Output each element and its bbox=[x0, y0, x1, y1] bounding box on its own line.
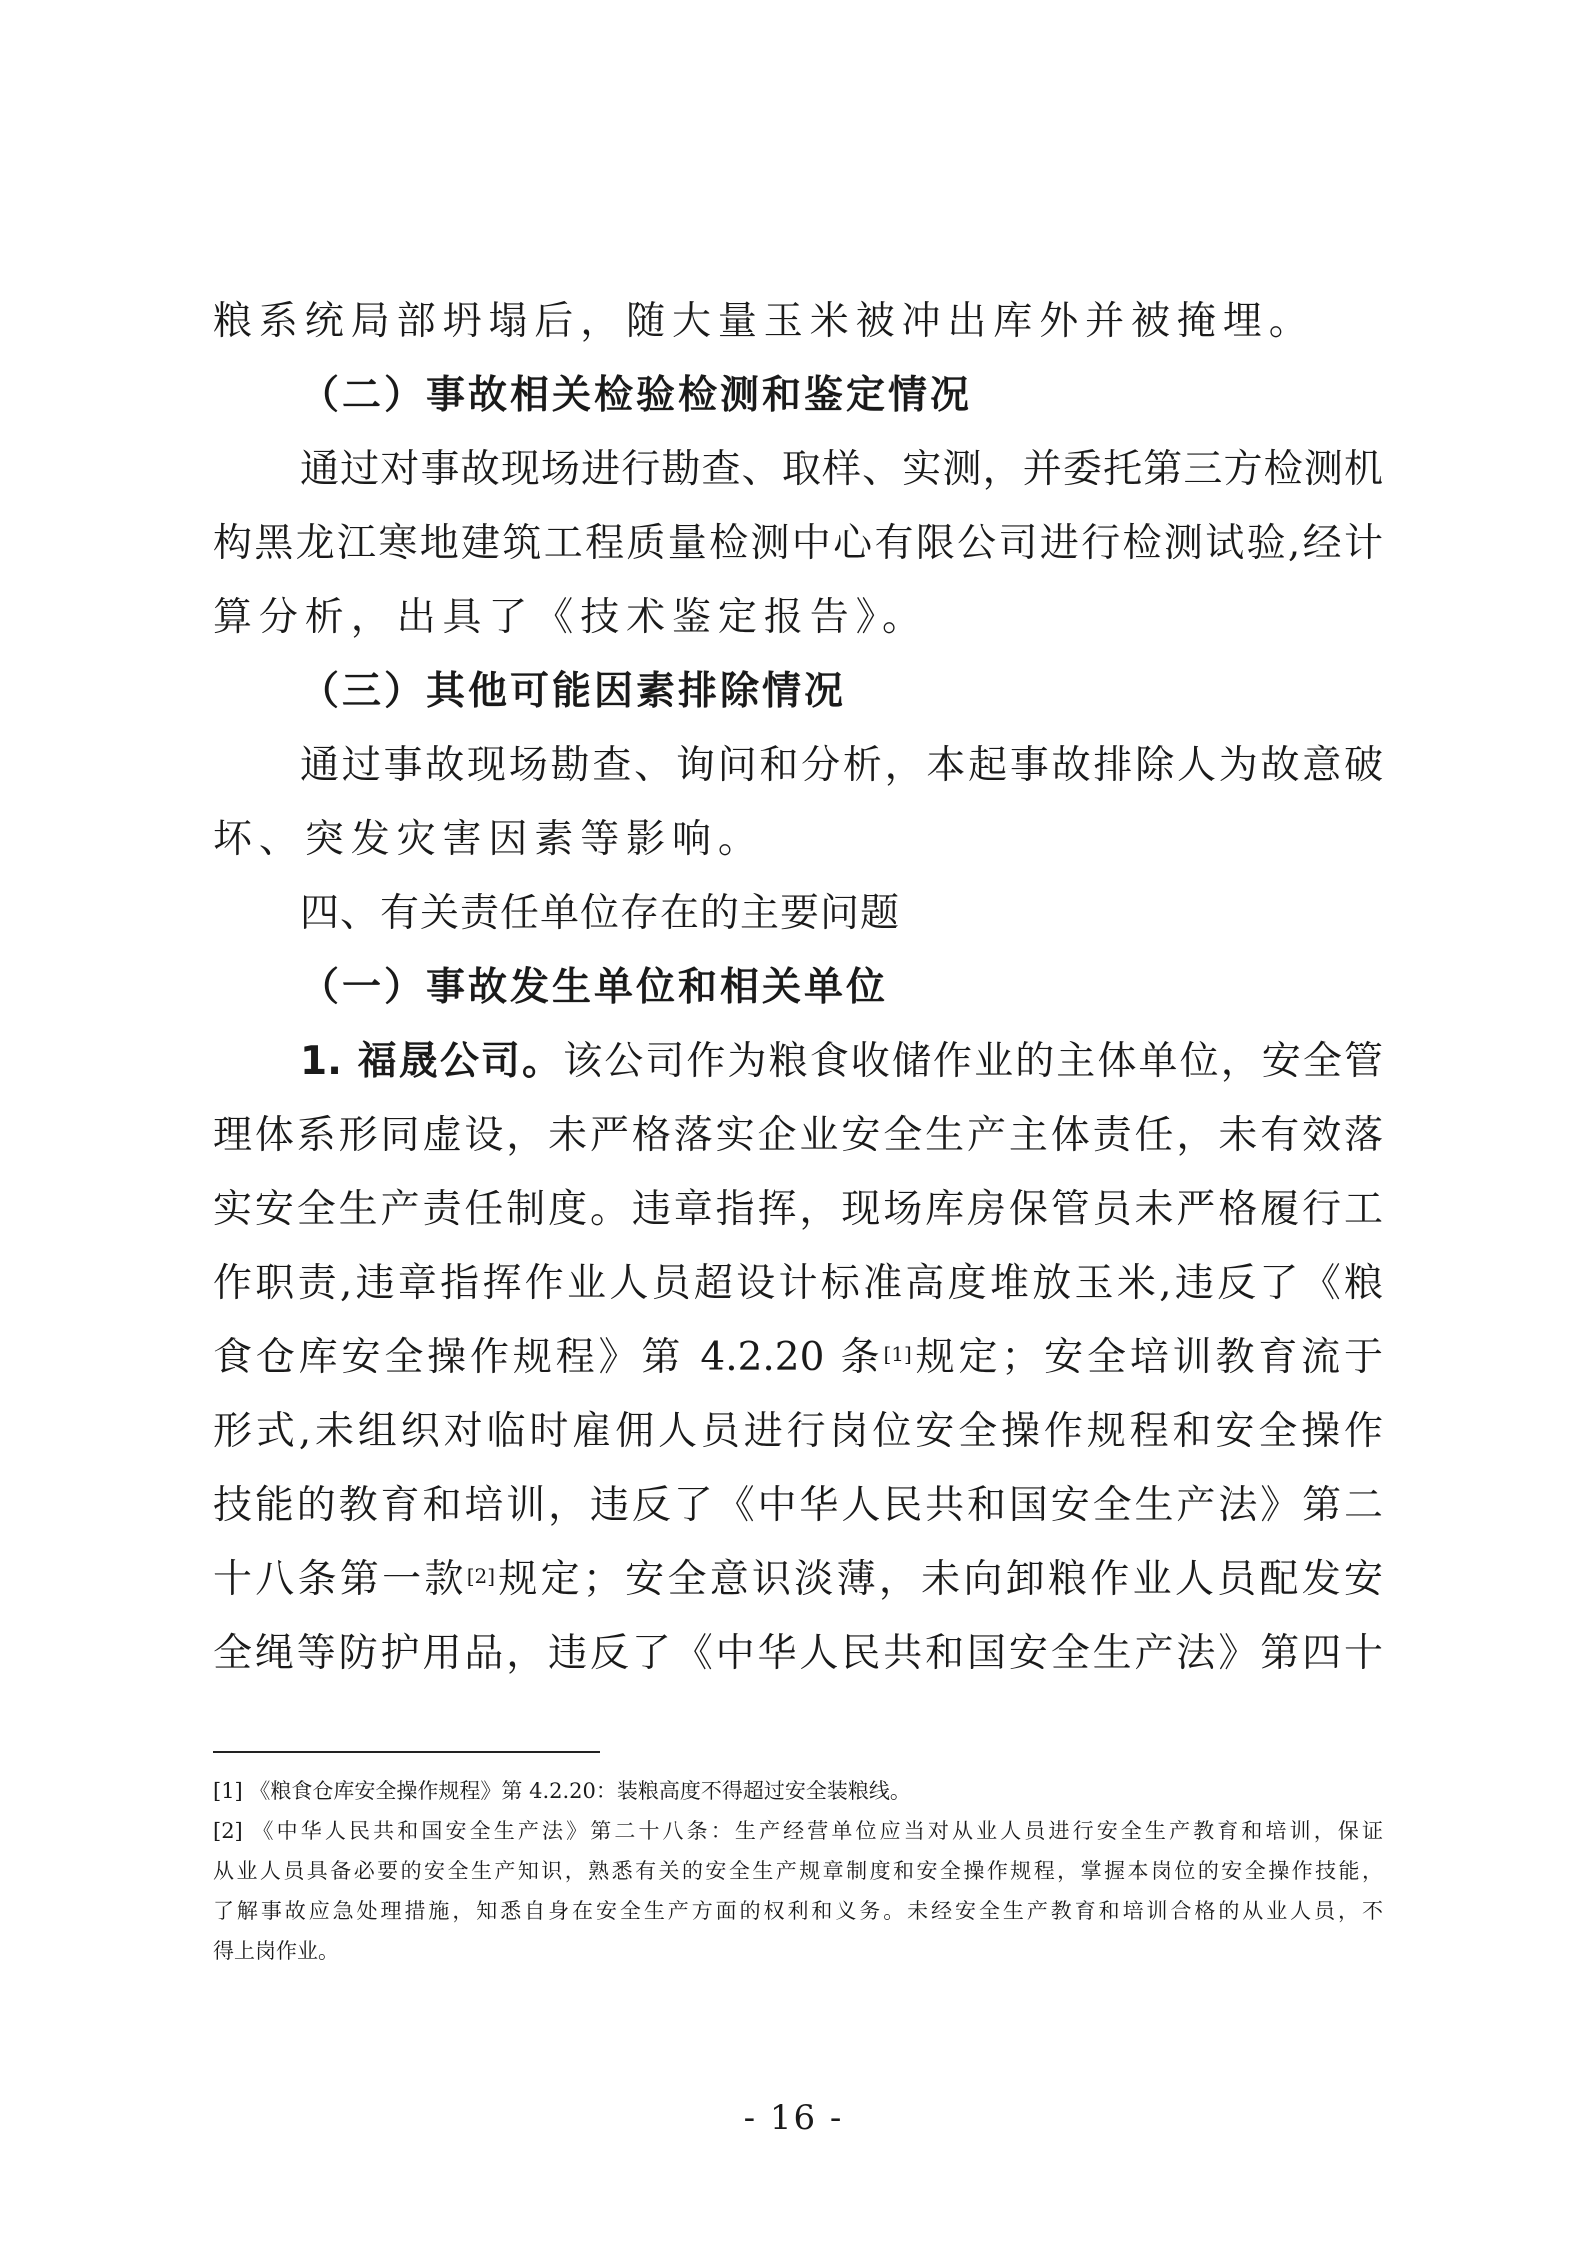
paragraph-line: 算分析，出具了《技术鉴定报告》。 bbox=[213, 595, 928, 640]
footnote-ref-2: [2] bbox=[466, 1564, 496, 1588]
company-name-lead: 1. 福晟公司。 bbox=[300, 1039, 564, 1084]
paragraph-line: 全绳等防护用品，违反了《中华人民共和国安全生产法》第四十 bbox=[213, 1631, 1383, 1676]
footnote-1: [1] 《粮食仓库安全操作规程》第 4.2.20：装粮高度不得超过安全装粮线。 bbox=[213, 1779, 911, 1803]
subheading-inspection: （二）事故相关检验检测和鉴定情况 bbox=[300, 373, 973, 418]
paragraph-text: 食仓库安全操作规程》第 4.2.20 条 bbox=[213, 1335, 884, 1380]
footnote-2-line: 了解事故应急处理措施，知悉自身在安全生产方面的权利和义务。未经安全生产教育和培训合格的从业人员，不 bbox=[213, 1899, 1383, 1923]
page-number: - 16 - bbox=[743, 2098, 844, 2138]
paragraph-line bbox=[213, 1332, 1383, 1384]
paragraph-line: 作职责,违章指挥作业人员超设计标准高度堆放玉米,违反了《粮 bbox=[213, 1261, 1383, 1306]
paragraph-line bbox=[213, 1554, 1383, 1606]
paragraph-line: 粮系统局部坍塌后，随大量玉米被冲出库外并被掩埋。 bbox=[213, 299, 1315, 344]
paragraph-text: 规定；安全培训教育流于 bbox=[911, 1335, 1383, 1380]
paragraph-text: 十八条第一款 bbox=[213, 1557, 467, 1602]
paragraph-line bbox=[300, 1036, 1383, 1088]
footnote-2-line: 从业人员具备必要的安全生产知识，熟悉有关的安全生产规章制度和安全操作规程，掌握本岗位的安全操作技能， bbox=[213, 1859, 1383, 1883]
section-heading-main-problems: 四、有关责任单位存在的主要问题 bbox=[300, 891, 901, 936]
subheading-accident-units: （一）事故发生单位和相关单位 bbox=[300, 965, 889, 1010]
paragraph-line: 坏、突发灾害因素等影响。 bbox=[213, 817, 764, 862]
paragraph-text: 该公司作为粮食收储作业的主体单位，安全管 bbox=[563, 1039, 1383, 1084]
paragraph-line: 实安全生产责任制度。违章指挥，现场库房保管员未严格履行工 bbox=[213, 1187, 1383, 1232]
footnote-2-line: [2] 《中华人民共和国安全生产法》第二十八条：生产经营单位应当对从业人员进行安全生产教育和培训，保证 bbox=[213, 1819, 1383, 1843]
footnote-2-line: 得上岗作业。 bbox=[213, 1939, 339, 1963]
paragraph-line: 构黑龙江寒地建筑工程质量检测中心有限公司进行检测试验,经计 bbox=[213, 521, 1383, 566]
footnote-separator bbox=[213, 1751, 600, 1753]
paragraph-line: 通过事故现场勘查、询问和分析，本起事故排除人为故意破 bbox=[300, 743, 1383, 788]
paragraph-line: 理体系形同虚设，未严格落实企业安全生产主体责任，未有效落 bbox=[213, 1113, 1383, 1158]
subheading-other-factors: （三）其他可能因素排除情况 bbox=[300, 669, 847, 714]
paragraph-line: 通过对事故现场进行勘查、取样、实测，并委托第三方检测机 bbox=[300, 447, 1383, 492]
paragraph-line: 技能的教育和培训，违反了《中华人民共和国安全生产法》第二 bbox=[213, 1483, 1383, 1528]
footnote-ref-1: [1] bbox=[883, 1342, 912, 1366]
paragraph-line: 形式,未组织对临时雇佣人员进行岗位安全操作规程和安全操作 bbox=[213, 1409, 1383, 1454]
paragraph-text: 规定；安全意识淡薄，未向卸粮作业人员配发安 bbox=[495, 1557, 1383, 1602]
